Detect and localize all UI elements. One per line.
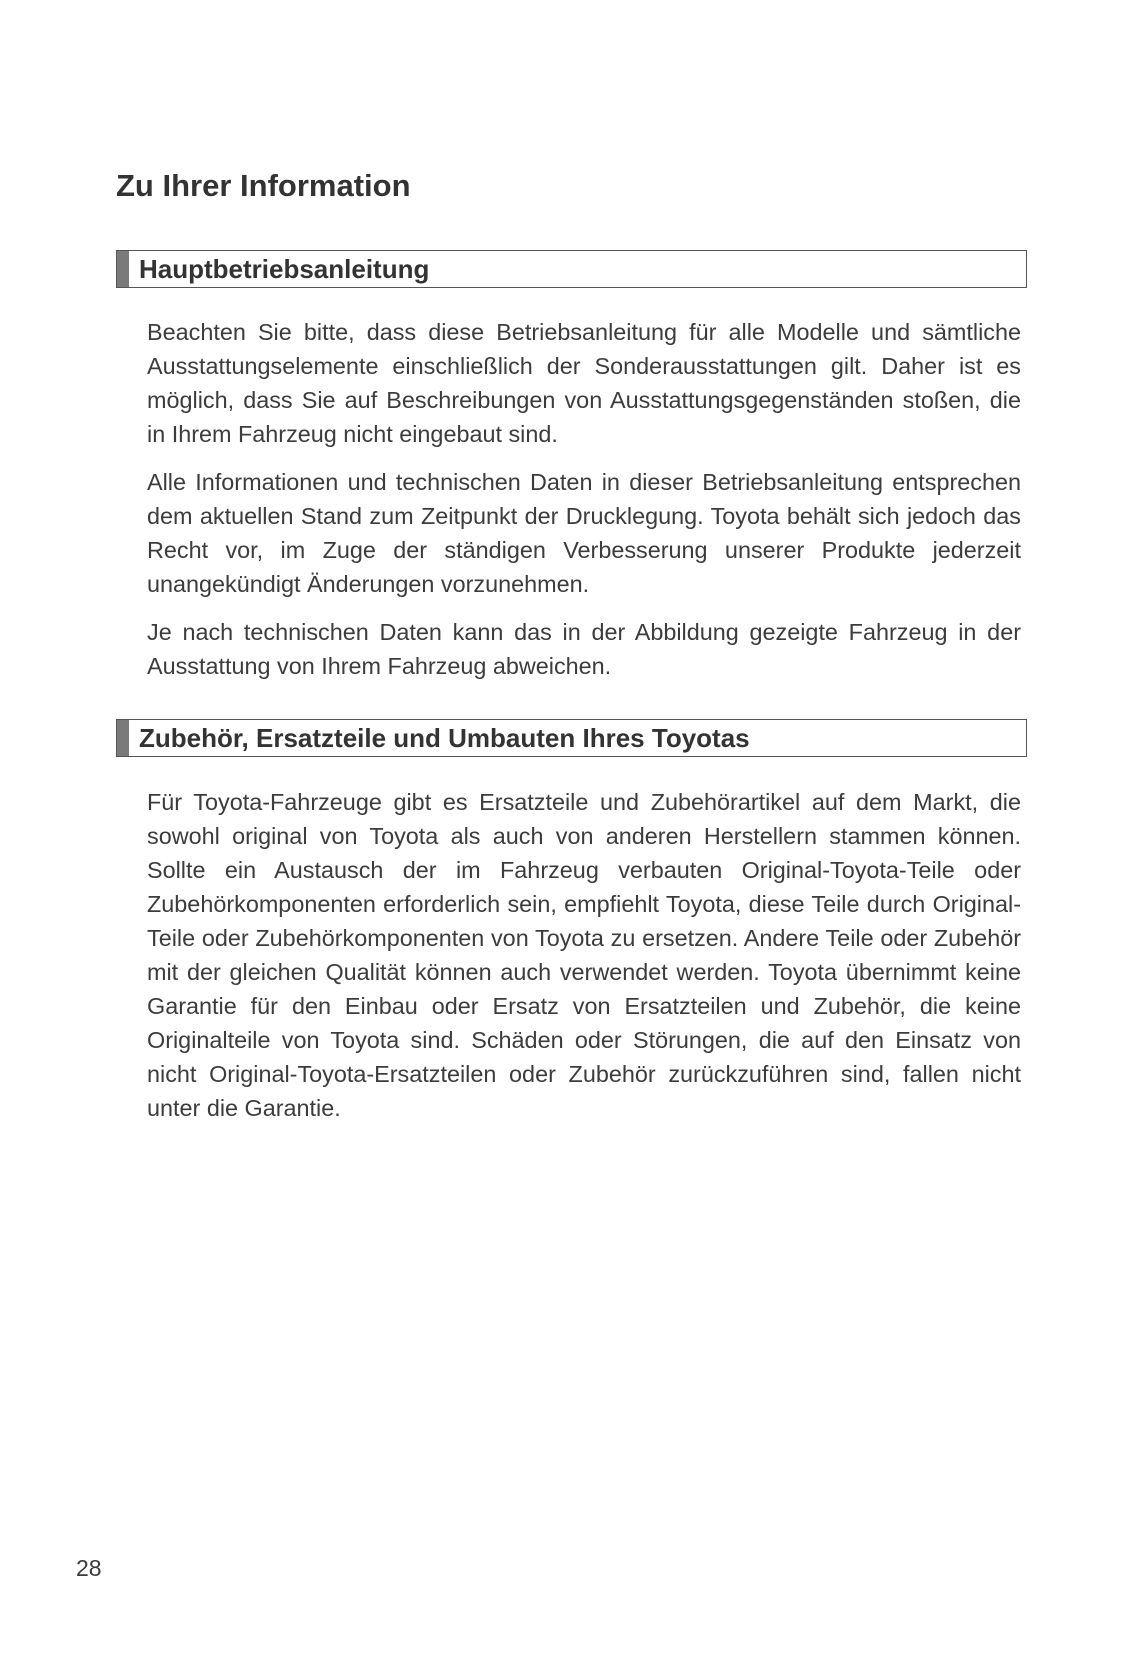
section-header-accessories <box>116 719 1027 757</box>
section-heading: Zubehör, Ersatzteile und Umbauten Ihres Toyotas <box>139 722 750 753</box>
paragraph: Je nach technischen Daten kann das in der Abbildung gezeigte Fahrzeug in der Ausstattung von Ihrem Fahrzeug abweichen. <box>147 619 1021 679</box>
section-header-marker <box>117 720 129 756</box>
paragraph: Alle Informationen und technischen Daten in dieser Betriebsanleitung entsprechen dem aktuellen Stand zum Zeitpunkt der Drucklegung. Toyota behält sich jedoch das Recht vor, im Zuge der ständigen Verbesserung unserer Produkte jederzeit unangekündigt Änderungen vorzunehmen. <box>147 469 1021 597</box>
page-number: 28 <box>76 1555 102 1581</box>
section-header-main-manual <box>116 250 1027 288</box>
section-header-marker <box>117 251 129 287</box>
section-heading: Hauptbetriebsanleitung <box>139 253 430 284</box>
paragraph: Für Toyota-Fahrzeuge gibt es Ersatzteile und Zubehörartikel auf dem Markt, die sowohl original von Toyota als auch von anderen Herstellern stammen können. Sollte ein Austausch der im Fahrzeug verbauten Original-Toyota-Teile oder Zubehörkomponenten erforderlich sein, empfiehlt Toyota, diese Teile durch Original-Teile oder Zubehörkomponenten von Toyota zu ersetzen. Andere Teile oder Zubehör mit der gleichen Qualität können auch verwendet werden. Toyota übernimmt keine Garantie für den Einbau oder Ersatz von Ersatzteilen und Zubehör, die keine Originalteile von Toyota sind. Schäden oder Störungen, die auf den Einsatz von nicht Original-Toyota-Ersatzteilen oder Zubehör zurückzuführen sind, fallen nicht unter die Garantie. <box>147 789 1021 1121</box>
paragraph: Beachten Sie bitte, dass diese Betriebsanleitung für alle Modelle und sämtliche Ausstattungselemente einschließlich der Sonderausstattungen gilt. Daher ist es möglich, dass Sie auf Beschreibungen von Ausstattungsgegenständen stoßen, die in Ihrem Fahrzeug nicht eingebaut sind. <box>147 319 1021 447</box>
page-title: Zu Ihrer Information <box>116 168 411 203</box>
